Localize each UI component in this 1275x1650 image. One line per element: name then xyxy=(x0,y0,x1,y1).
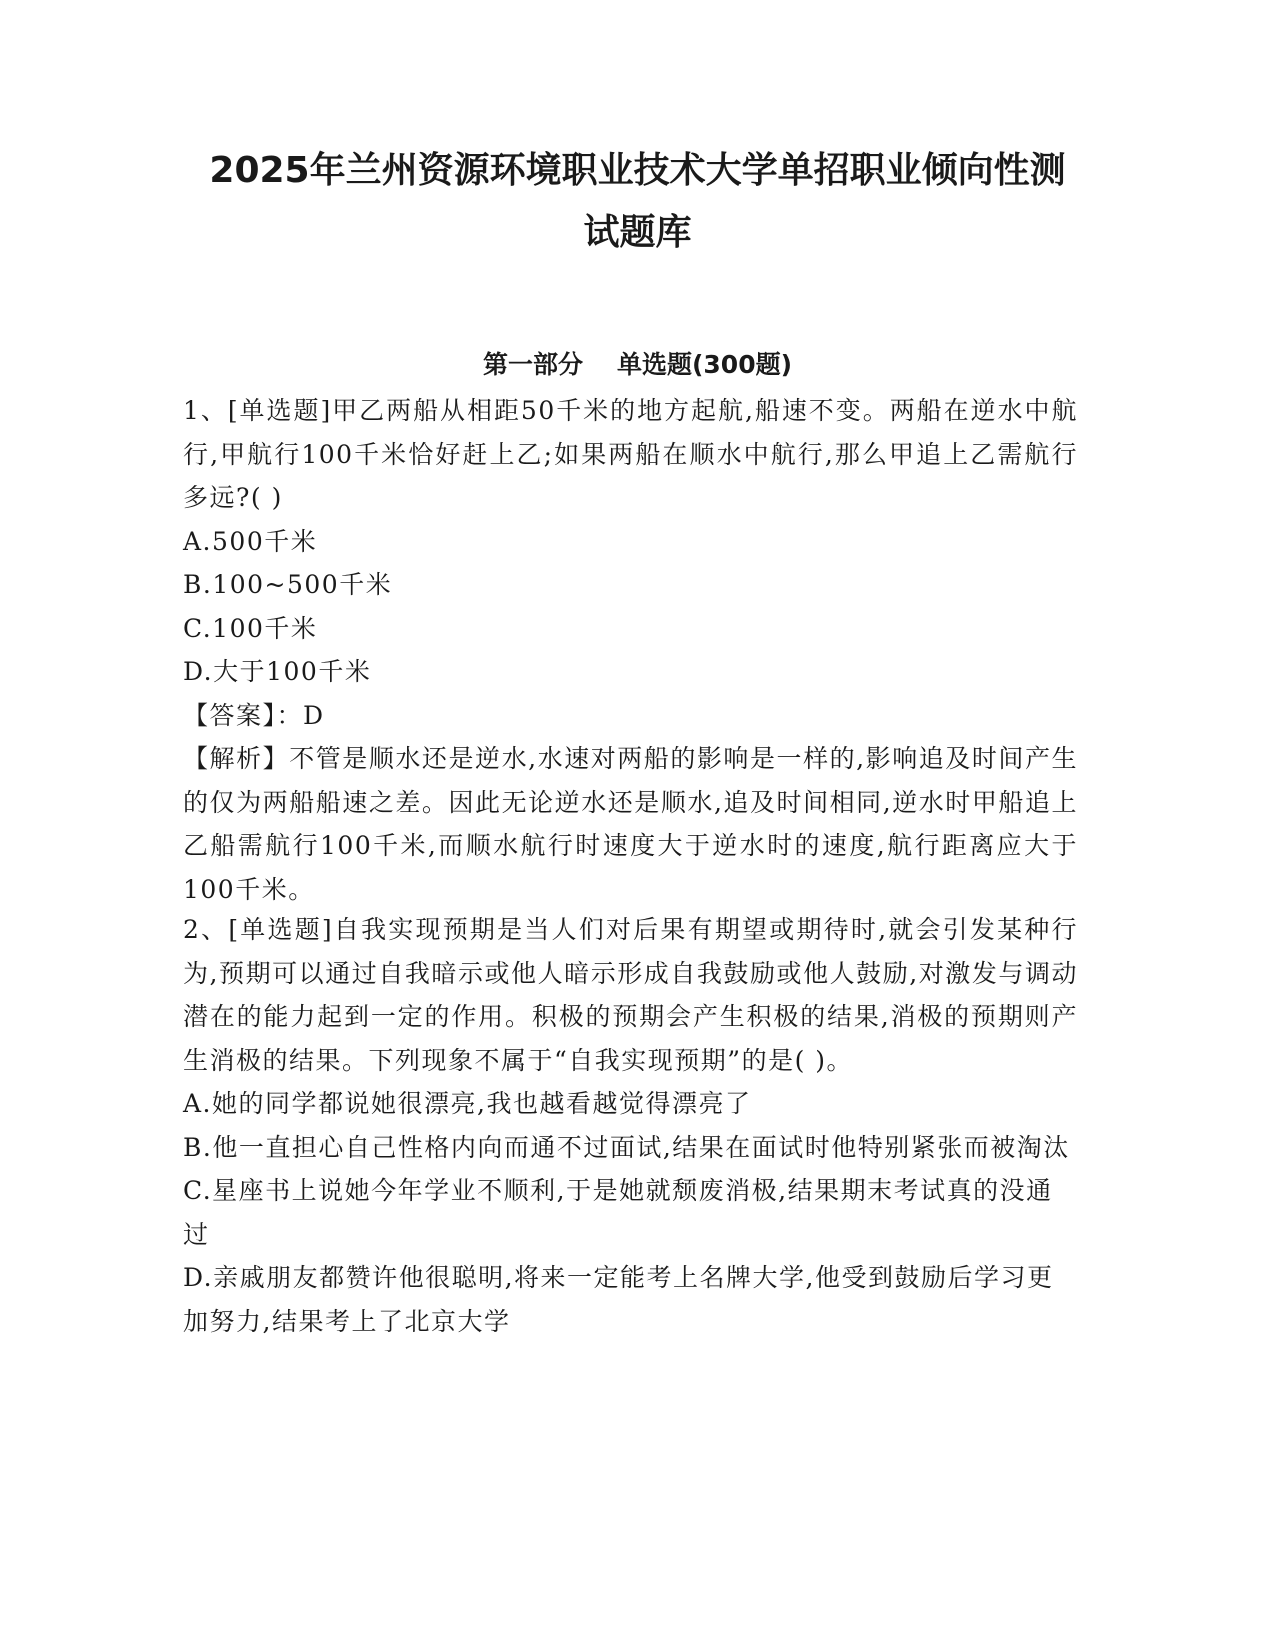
question-1-option-b: B.100~500千米 xyxy=(183,570,393,599)
question-1-option-d: D.大于100千米 xyxy=(183,657,372,686)
question-1-option-a: A.500千米 xyxy=(183,526,318,556)
question-2-option-a: A.她的同学都说她很漂亮,我也越看越觉得漂亮了 xyxy=(183,1089,752,1118)
question-1-stem: 1、[单选题]甲乙两船从相距50千米的地方起航,船速不变。两船在逆水中航行,甲航行100千米恰好赶上乙;如果两船在顺水中航行,那么甲追上乙需航行多远?( ) xyxy=(183,396,1078,512)
question-2-option-c: C.星座书上说她今年学业不顺利,于是她就颓废消极,结果期末考试真的没通过 xyxy=(183,1176,1053,1249)
question-2 xyxy=(183,908,1078,1343)
section-heading xyxy=(150,345,1125,385)
question-1-analysis: 【解析】不管是顺水还是逆水,水速对两船的影响是一样的,影响追及时间产生的仅为两船船速之差。因此无论逆水还是顺水,追及时间相同,逆水时甲船追上乙船需航行100千米,而顺水航行时速度大于逆水时的速度,航行距离应大于100千米。 xyxy=(183,744,1078,904)
question-2-option-b: B.他一直担心自己性格内向而通不过面试,结果在面试时他特别紧张而被淘汰 xyxy=(183,1132,1070,1162)
question-1-answer: 【答案】：D xyxy=(183,700,325,730)
document-title-line-2: 试题库 xyxy=(583,212,692,253)
document-title-line-1: 2025年兰州资源环境职业技术大学单招职业倾向性测 xyxy=(209,150,1066,191)
question-2-stem: 2、[单选题]自我实现预期是当人们对后果有期望或期待时,就会引发某种行为,预期可以通过自我暗示或他人暗示形成自我鼓励或他人鼓励,对激发与调动潜在的能力起到一定的作用。积极的预期会产生积极的结果,消极的预期则产生消极的结果。下列现象不属于“自我实现预期”的是( )。 xyxy=(183,915,1078,1075)
section-name-label: 单选题(300题) xyxy=(616,350,793,379)
question-1 xyxy=(183,389,1078,911)
question-2-option-d: D.亲戚朋友都赞许他很聪明,将来一定能考上名牌大学,他受到鼓励后学习更加努力,结果考上了北京大学 xyxy=(183,1263,1054,1336)
section-part-label: 第一部分 xyxy=(482,350,583,379)
document-title xyxy=(150,140,1125,264)
question-1-option-c: C.100千米 xyxy=(183,613,318,643)
